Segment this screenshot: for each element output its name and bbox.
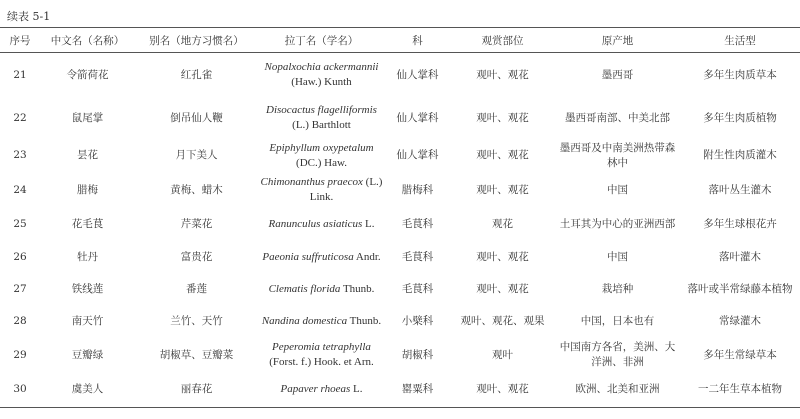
latin-genus-species: Disocactus flagelliformis	[266, 104, 377, 116]
family: 小檗科	[401, 315, 434, 327]
latin-genus-species: Nandina domestica	[261, 315, 348, 327]
life-form: 多年生肉质草本	[703, 68, 777, 81]
latin-name	[258, 173, 385, 208]
row-no: 22	[13, 111, 27, 124]
chinese-name: 鼠尾掌	[71, 111, 104, 124]
header-no: 序号	[9, 34, 31, 47]
latin-genus-species: Chimonanthus praecox	[260, 176, 363, 188]
chinese-name: 令箭荷花	[66, 68, 109, 81]
chinese-name: 虞美人	[71, 383, 104, 396]
latin-name	[258, 208, 385, 241]
table-row	[0, 139, 800, 173]
header-ornamental-part: 观赏部位	[481, 34, 524, 47]
family: 毛茛科	[401, 217, 434, 230]
alias: 兰竹、天竹	[170, 315, 223, 327]
header-alias: 别名（地方习惯名）	[149, 34, 244, 47]
row-no: 30	[13, 383, 27, 396]
latin-name	[258, 98, 385, 139]
origin: 墨西哥南部、中美北部	[565, 111, 670, 124]
ornamental-part: 观叶、观花	[476, 383, 529, 396]
life-form: 多年生球根花卉	[703, 217, 777, 230]
table-row	[0, 53, 800, 98]
origin: 土耳其为中心的亚洲西部	[559, 217, 676, 230]
origin: 中国南方各省，美洲、大洋洲、非洲	[559, 341, 676, 368]
life-form: 落叶丛生灌木	[708, 183, 772, 196]
ornamental-part: 观叶、观花	[476, 183, 529, 196]
ornamental-part: 观叶、观花、观果	[460, 315, 545, 327]
row-no: 28	[13, 315, 27, 327]
family: 罂粟科	[401, 383, 434, 396]
origin: 中国，日本也有	[580, 315, 655, 327]
family: 毛茛科	[401, 283, 434, 295]
latin-author: L.	[365, 217, 375, 230]
latin-genus-species: Papaver rhoeas	[280, 383, 351, 396]
origin: 墨西哥	[601, 68, 634, 81]
latin-name	[258, 274, 385, 306]
table-row	[0, 338, 800, 373]
alias: 番莲	[186, 283, 207, 295]
latin-genus-species: Peperomia tetraphylla	[272, 341, 371, 353]
latin-author: (Forst. f.) Hook. et Arn.	[269, 356, 374, 368]
alias: 倒吊仙人鞭	[170, 111, 223, 124]
row-no: 29	[13, 348, 27, 361]
origin: 栽培种	[601, 283, 634, 295]
origin: 中国	[607, 250, 628, 263]
ornamental-part: 观花	[492, 217, 513, 230]
row-no: 26	[13, 250, 27, 263]
ornamental-part: 观叶、观花	[476, 283, 529, 295]
latin-author: Thunb.	[342, 283, 375, 295]
table-row	[0, 306, 800, 338]
ornamental-part: 观叶	[492, 348, 513, 361]
life-form: 常绿灌木	[719, 315, 761, 327]
table-row	[0, 208, 800, 241]
chinese-name: 花毛茛	[71, 217, 104, 230]
header-row	[0, 28, 800, 53]
life-form: 一二年生草本植物	[698, 383, 782, 396]
life-form: 落叶或半常绿藤本植物	[687, 283, 793, 295]
table-row	[0, 98, 800, 139]
row-no: 21	[13, 68, 27, 81]
ornamental-part: 观叶、观花	[476, 111, 529, 124]
latin-author: (DC.) Haw.	[296, 156, 347, 169]
latin-author: (L.) Link.	[309, 176, 383, 203]
latin-name	[258, 373, 385, 408]
plant-table	[0, 27, 800, 408]
latin-name	[258, 241, 385, 274]
life-form: 附生性肉质灌木	[703, 149, 777, 161]
family: 胡椒科	[401, 348, 434, 361]
life-form: 多年生肉质植物	[703, 111, 777, 124]
latin-genus-species: Paeonia suffruticosa	[262, 250, 354, 263]
row-no: 23	[13, 149, 27, 161]
latin-name	[258, 338, 385, 373]
family: 仙人掌科	[396, 68, 439, 81]
row-no: 24	[13, 183, 27, 196]
header-life-form: 生活型	[724, 34, 756, 47]
header-chinese-name: 中文名（名称）	[50, 34, 125, 47]
origin: 墨西哥及中南美洲热带森林中	[559, 141, 676, 169]
latin-author: L.	[353, 383, 363, 396]
table-row	[0, 373, 800, 408]
alias: 富贵花	[180, 250, 213, 263]
latin-genus-species: Nopalxochia ackermannii	[264, 61, 379, 74]
latin-name	[258, 53, 385, 98]
chinese-name: 豆瓣绿	[71, 348, 104, 361]
alias: 芹菜花	[180, 217, 213, 230]
origin: 中国	[607, 183, 628, 196]
latin-author: Thunb.	[349, 315, 382, 327]
ornamental-part: 观叶、观花	[476, 149, 529, 161]
alias: 黄梅、蜡木	[170, 183, 223, 196]
ornamental-part: 观叶、观花	[476, 250, 529, 263]
chinese-name: 昙花	[77, 149, 98, 161]
row-no: 25	[13, 217, 27, 230]
alias: 丽春花	[180, 383, 213, 396]
latin-name	[258, 306, 385, 338]
header-origin: 原产地	[601, 34, 634, 47]
table-row	[0, 241, 800, 274]
latin-genus-species: Epiphyllum oxypetalum	[269, 141, 374, 154]
alias: 红孔雀	[180, 68, 213, 81]
alias: 胡椒草、豆瓣菜	[159, 348, 234, 361]
chinese-name: 腊梅	[77, 183, 98, 196]
chinese-name: 铁线莲	[71, 283, 104, 295]
family: 仙人掌科	[396, 111, 439, 124]
row-no: 27	[13, 283, 27, 295]
latin-author: Andr.	[355, 250, 381, 263]
family: 毛茛科	[401, 250, 434, 263]
latin-genus-species: Clematis florida	[268, 283, 341, 295]
table-row	[0, 173, 800, 208]
latin-author: (L.) Barthlott	[292, 119, 351, 131]
latin-author: (Haw.) Kunth	[291, 76, 352, 89]
ornamental-part: 观叶、观花	[476, 68, 529, 81]
chinese-name: 牡丹	[77, 250, 98, 263]
header-latin-name: 拉丁名（学名）	[284, 34, 359, 47]
life-form: 落叶灌木	[719, 250, 761, 263]
alias: 月下美人	[175, 149, 218, 161]
table-caption: 续表 5-1	[7, 10, 51, 23]
header-family: 科	[412, 34, 423, 47]
chinese-name: 南天竹	[71, 315, 104, 327]
family: 仙人掌科	[396, 149, 439, 161]
origin: 欧洲、北美和亚洲	[575, 383, 660, 396]
latin-genus-species: Ranunculus asiaticus	[268, 217, 363, 230]
family: 腊梅科	[401, 183, 434, 196]
table-row	[0, 274, 800, 306]
life-form: 多年生常绿草本	[703, 348, 777, 361]
latin-name	[258, 139, 385, 173]
